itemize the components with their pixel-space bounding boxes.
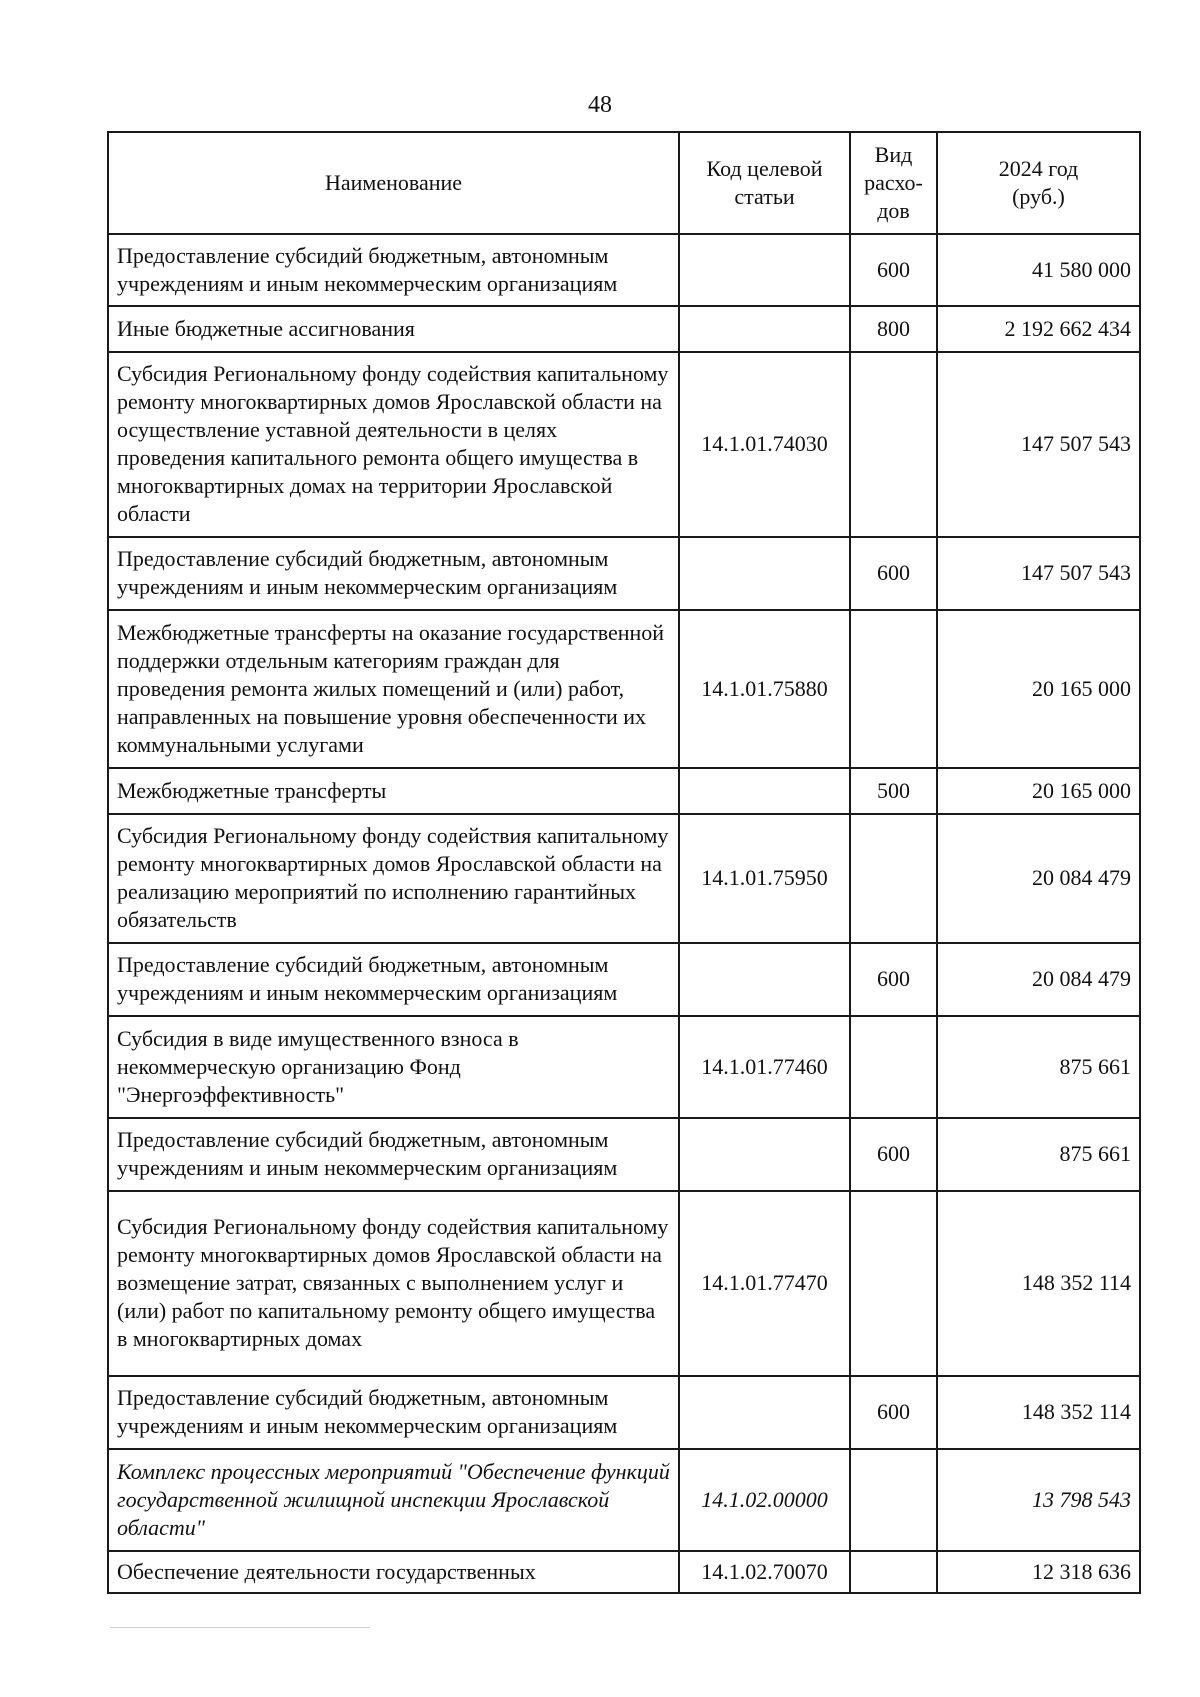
cell-code: 14.1.01.77460 xyxy=(679,1016,850,1118)
header-year-line-1: 2024 год xyxy=(998,155,1079,181)
header-name xyxy=(108,132,679,234)
budget-table xyxy=(107,131,1141,1594)
cell-name: Субсидия в виде имущественного взноса в некоммерческую организацию Фонд "Энергоэффективность" xyxy=(108,1016,679,1118)
cell-name: Предоставление субсидий бюджетным, автономным учреждениям и иным некоммерческим организациям xyxy=(108,943,679,1016)
cell-vid: 600 xyxy=(850,1376,937,1449)
cell-vid xyxy=(850,610,937,768)
cell-code xyxy=(679,1376,850,1449)
cell-code xyxy=(679,943,850,1016)
cell-vid xyxy=(850,1191,937,1376)
header-name-label: Наименование xyxy=(324,169,463,195)
header-year xyxy=(937,132,1140,234)
header-vid-line-2: расхо- xyxy=(864,170,923,195)
table-header-row xyxy=(108,132,1140,234)
cell-sum: 148 352 114 xyxy=(937,1191,1140,1376)
table-row xyxy=(108,1118,1140,1191)
cell-vid: 600 xyxy=(850,1118,937,1191)
cell-code xyxy=(679,768,850,814)
header-vid-line-3: дов xyxy=(877,198,910,223)
header-year-line-2: (руб.) xyxy=(1012,183,1065,209)
cell-vid: 600 xyxy=(850,537,937,610)
cell-vid: 800 xyxy=(850,306,937,352)
table-row xyxy=(108,1016,1140,1118)
header-code xyxy=(679,132,850,234)
table-row xyxy=(108,943,1140,1016)
cell-vid xyxy=(850,1551,937,1593)
table-row xyxy=(108,1551,1140,1593)
cell-sum: 20 084 479 xyxy=(937,943,1140,1016)
cell-vid xyxy=(850,1016,937,1118)
cell-code xyxy=(679,1118,850,1191)
header-vid-line-1: Вид xyxy=(874,142,913,167)
cell-vid: 500 xyxy=(850,768,937,814)
cell-vid xyxy=(850,1449,937,1551)
cell-code: 14.1.02.70070 xyxy=(679,1551,850,1593)
table-row xyxy=(108,768,1140,814)
cell-name: Предоставление субсидий бюджетным, автономным учреждениям и иным некоммерческим организациям xyxy=(108,537,679,610)
cell-name: Субсидия Региональному фонду содействия капитальному ремонту многоквартирных домов Ярославской области на реализацию мероприятий по исполнению гарантийных обязательств xyxy=(108,814,679,943)
cell-vid xyxy=(850,352,937,537)
table-row xyxy=(108,814,1140,943)
cell-sum: 41 580 000 xyxy=(937,234,1140,306)
cell-sum: 20 084 479 xyxy=(937,814,1140,943)
cell-sum: 875 661 xyxy=(937,1016,1140,1118)
cell-name: Субсидия Региональному фонду содействия капитальному ремонту многоквартирных домов Ярославской области на осуществление уставной деятельности в целях проведения капитального ремонта общего имущества в многоквартирных домах на территории Ярославской области xyxy=(108,352,679,537)
table-row xyxy=(108,1449,1140,1551)
table-row xyxy=(108,610,1140,768)
cell-sum: 20 165 000 xyxy=(937,610,1140,768)
cell-code: 14.1.01.75880 xyxy=(679,610,850,768)
cell-sum: 147 507 543 xyxy=(937,537,1140,610)
cell-name: Межбюджетные трансферты xyxy=(108,768,679,814)
header-code-line-2: статьи xyxy=(734,183,795,209)
cell-name: Предоставление субсидий бюджетным, автономным учреждениям и иным некоммерческим организациям xyxy=(108,1376,679,1449)
header-code-line-1: Код целевой xyxy=(706,155,823,181)
cell-name: Межбюджетные трансферты на оказание государственной поддержки отдельным категориям граждан для проведения ремонта жилых помещений и (или) работ, направленных на повышение уровня обеспеченности их коммунальными услугами xyxy=(108,610,679,768)
cell-code xyxy=(679,306,850,352)
cell-sum: 12 318 636 xyxy=(937,1551,1140,1593)
cell-name: Предоставление субсидий бюджетным, автономным учреждениям и иным некоммерческим организациям xyxy=(108,1118,679,1191)
cell-sum: 875 661 xyxy=(937,1118,1140,1191)
cell-sum: 148 352 114 xyxy=(937,1376,1140,1449)
cell-code xyxy=(679,234,850,306)
header-vid xyxy=(850,132,937,234)
scan-artifact-line xyxy=(110,1627,370,1628)
table-row xyxy=(108,537,1140,610)
cell-sum: 2 192 662 434 xyxy=(937,306,1140,352)
cell-code: 14.1.02.00000 xyxy=(679,1449,850,1551)
cell-vid: 600 xyxy=(850,943,937,1016)
cell-code: 14.1.01.74030 xyxy=(679,352,850,537)
cell-sum: 20 165 000 xyxy=(937,768,1140,814)
cell-name: Иные бюджетные ассигнования xyxy=(108,306,679,352)
page-number: 48 xyxy=(588,92,612,118)
cell-code: 14.1.01.77470 xyxy=(679,1191,850,1376)
cell-name: Предоставление субсидий бюджетным, автономным учреждениям и иным некоммерческим организациям xyxy=(108,234,679,306)
table-row xyxy=(108,234,1140,306)
cell-vid: 600 xyxy=(850,234,937,306)
table-row xyxy=(108,352,1140,537)
cell-code: 14.1.01.75950 xyxy=(679,814,850,943)
cell-name: Субсидия Региональному фонду содействия капитальному ремонту многоквартирных домов Ярославской области на возмещение затрат, связанных с выполнением услуг и (или) работ по капитальному ремонту общего имущества в многоквартирных домах xyxy=(108,1191,679,1376)
cell-sum: 13 798 543 xyxy=(937,1449,1140,1551)
table-row xyxy=(108,306,1140,352)
cell-vid xyxy=(850,814,937,943)
table-row xyxy=(108,1191,1140,1376)
table-row xyxy=(108,1376,1140,1449)
cell-sum: 147 507 543 xyxy=(937,352,1140,537)
cell-name: Обеспечение деятельности государственных xyxy=(108,1551,679,1593)
cell-code xyxy=(679,537,850,610)
cell-name: Комплекс процессных мероприятий "Обеспечение функций государственной жилищной инспекции Ярославской области" xyxy=(108,1449,679,1551)
